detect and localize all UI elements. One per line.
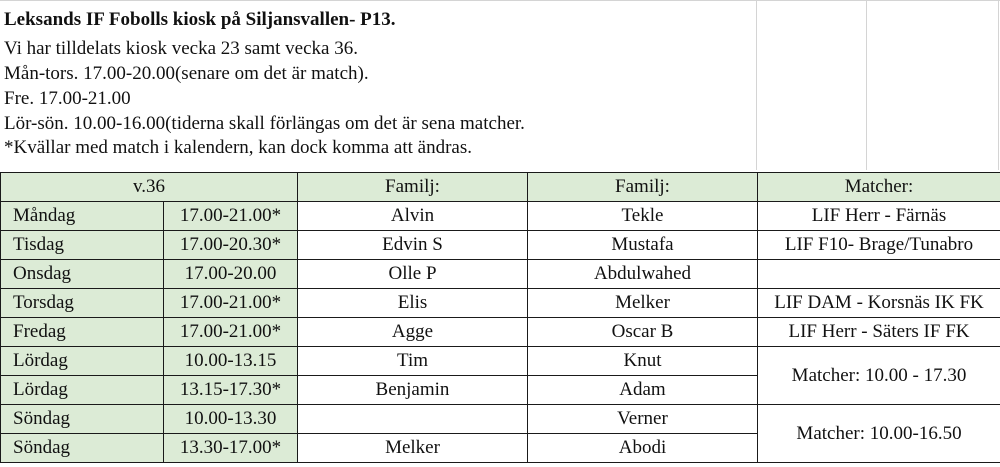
table-row	[1, 289, 1000, 318]
family2-cell: Mustafa	[528, 231, 758, 260]
table-row	[1, 347, 1000, 376]
info-line: Vi har tilldelats kiosk vecka 23 samt vecka 36.	[4, 38, 358, 59]
time-cell: 13.15-17.30*	[164, 376, 298, 405]
family2-cell: Oscar B	[528, 318, 758, 347]
family1-cell: Elis	[298, 289, 528, 318]
family2-cell: Abodi	[528, 434, 758, 463]
grid-line	[756, 0, 757, 170]
info-line: *Kvällar med match i kalendern, kan dock komma att ändras.	[4, 137, 472, 158]
family2-cell: Tekle	[528, 202, 758, 231]
family1-header: Familj:	[298, 173, 528, 202]
family2-cell: Verner	[528, 405, 758, 434]
family2-cell: Adam	[528, 376, 758, 405]
info-line: Fre. 17.00-21.00	[4, 88, 131, 109]
grid-line	[0, 0, 1000, 1]
grid-line	[998, 0, 999, 170]
table-row	[1, 318, 1000, 347]
family1-cell: Benjamin	[298, 376, 528, 405]
match-cell: LIF F10- Brage/Tunabro	[758, 231, 1000, 260]
time-cell: 17.00-21.00*	[164, 318, 298, 347]
day-cell: Lördag	[1, 347, 164, 376]
match-cell: LIF DAM - Korsnäs IK FK	[758, 289, 1000, 318]
day-cell: Söndag	[1, 434, 164, 463]
schedule-table	[0, 172, 1000, 463]
family1-cell	[298, 405, 528, 434]
family1-cell: Tim	[298, 347, 528, 376]
time-cell: 10.00-13.15	[164, 347, 298, 376]
page-title: Leksands IF Fobolls kiosk på Siljansvallen- P13.	[4, 9, 396, 30]
family2-cell: Knut	[528, 347, 758, 376]
match-cell	[758, 260, 1000, 289]
table-row	[1, 405, 1000, 434]
day-cell: Fredag	[1, 318, 164, 347]
day-cell: Måndag	[1, 202, 164, 231]
table-row	[1, 202, 1000, 231]
time-cell: 10.00-13.30	[164, 405, 298, 434]
family2-cell: Melker	[528, 289, 758, 318]
match-cell-merged: Matcher: 10.00-16.50	[758, 405, 1000, 463]
day-cell: Onsdag	[1, 260, 164, 289]
time-cell: 13.30-17.00*	[164, 434, 298, 463]
info-line: Lör-sön. 10.00-16.00(tiderna skall förlängas om det är sena matcher.	[4, 113, 525, 134]
table-header-row	[1, 173, 1000, 202]
day-cell: Tisdag	[1, 231, 164, 260]
match-cell: LIF Herr - Säters IF FK	[758, 318, 1000, 347]
day-cell: Lördag	[1, 376, 164, 405]
family1-cell: Olle P	[298, 260, 528, 289]
grid-line	[866, 0, 867, 170]
family2-cell: Abdulwahed	[528, 260, 758, 289]
day-cell: Torsdag	[1, 289, 164, 318]
time-cell: 17.00-21.00*	[164, 202, 298, 231]
matches-header: Matcher:	[758, 173, 1000, 202]
family1-cell: Agge	[298, 318, 528, 347]
family1-cell: Alvin	[298, 202, 528, 231]
info-line: Mån-tors. 17.00-20.00(senare om det är match).	[4, 63, 369, 84]
time-cell: 17.00-20.30*	[164, 231, 298, 260]
family1-cell: Melker	[298, 434, 528, 463]
info-header	[0, 0, 1000, 170]
week-header: v.36	[1, 173, 298, 202]
table-row	[1, 231, 1000, 260]
time-cell: 17.00-20.00	[164, 260, 298, 289]
table-row	[1, 260, 1000, 289]
match-cell: LIF Herr - Färnäs	[758, 202, 1000, 231]
time-cell: 17.00-21.00*	[164, 289, 298, 318]
day-cell: Söndag	[1, 405, 164, 434]
family1-cell: Edvin S	[298, 231, 528, 260]
match-cell-merged: Matcher: 10.00 - 17.30	[758, 347, 1000, 405]
family2-header: Familj:	[528, 173, 758, 202]
